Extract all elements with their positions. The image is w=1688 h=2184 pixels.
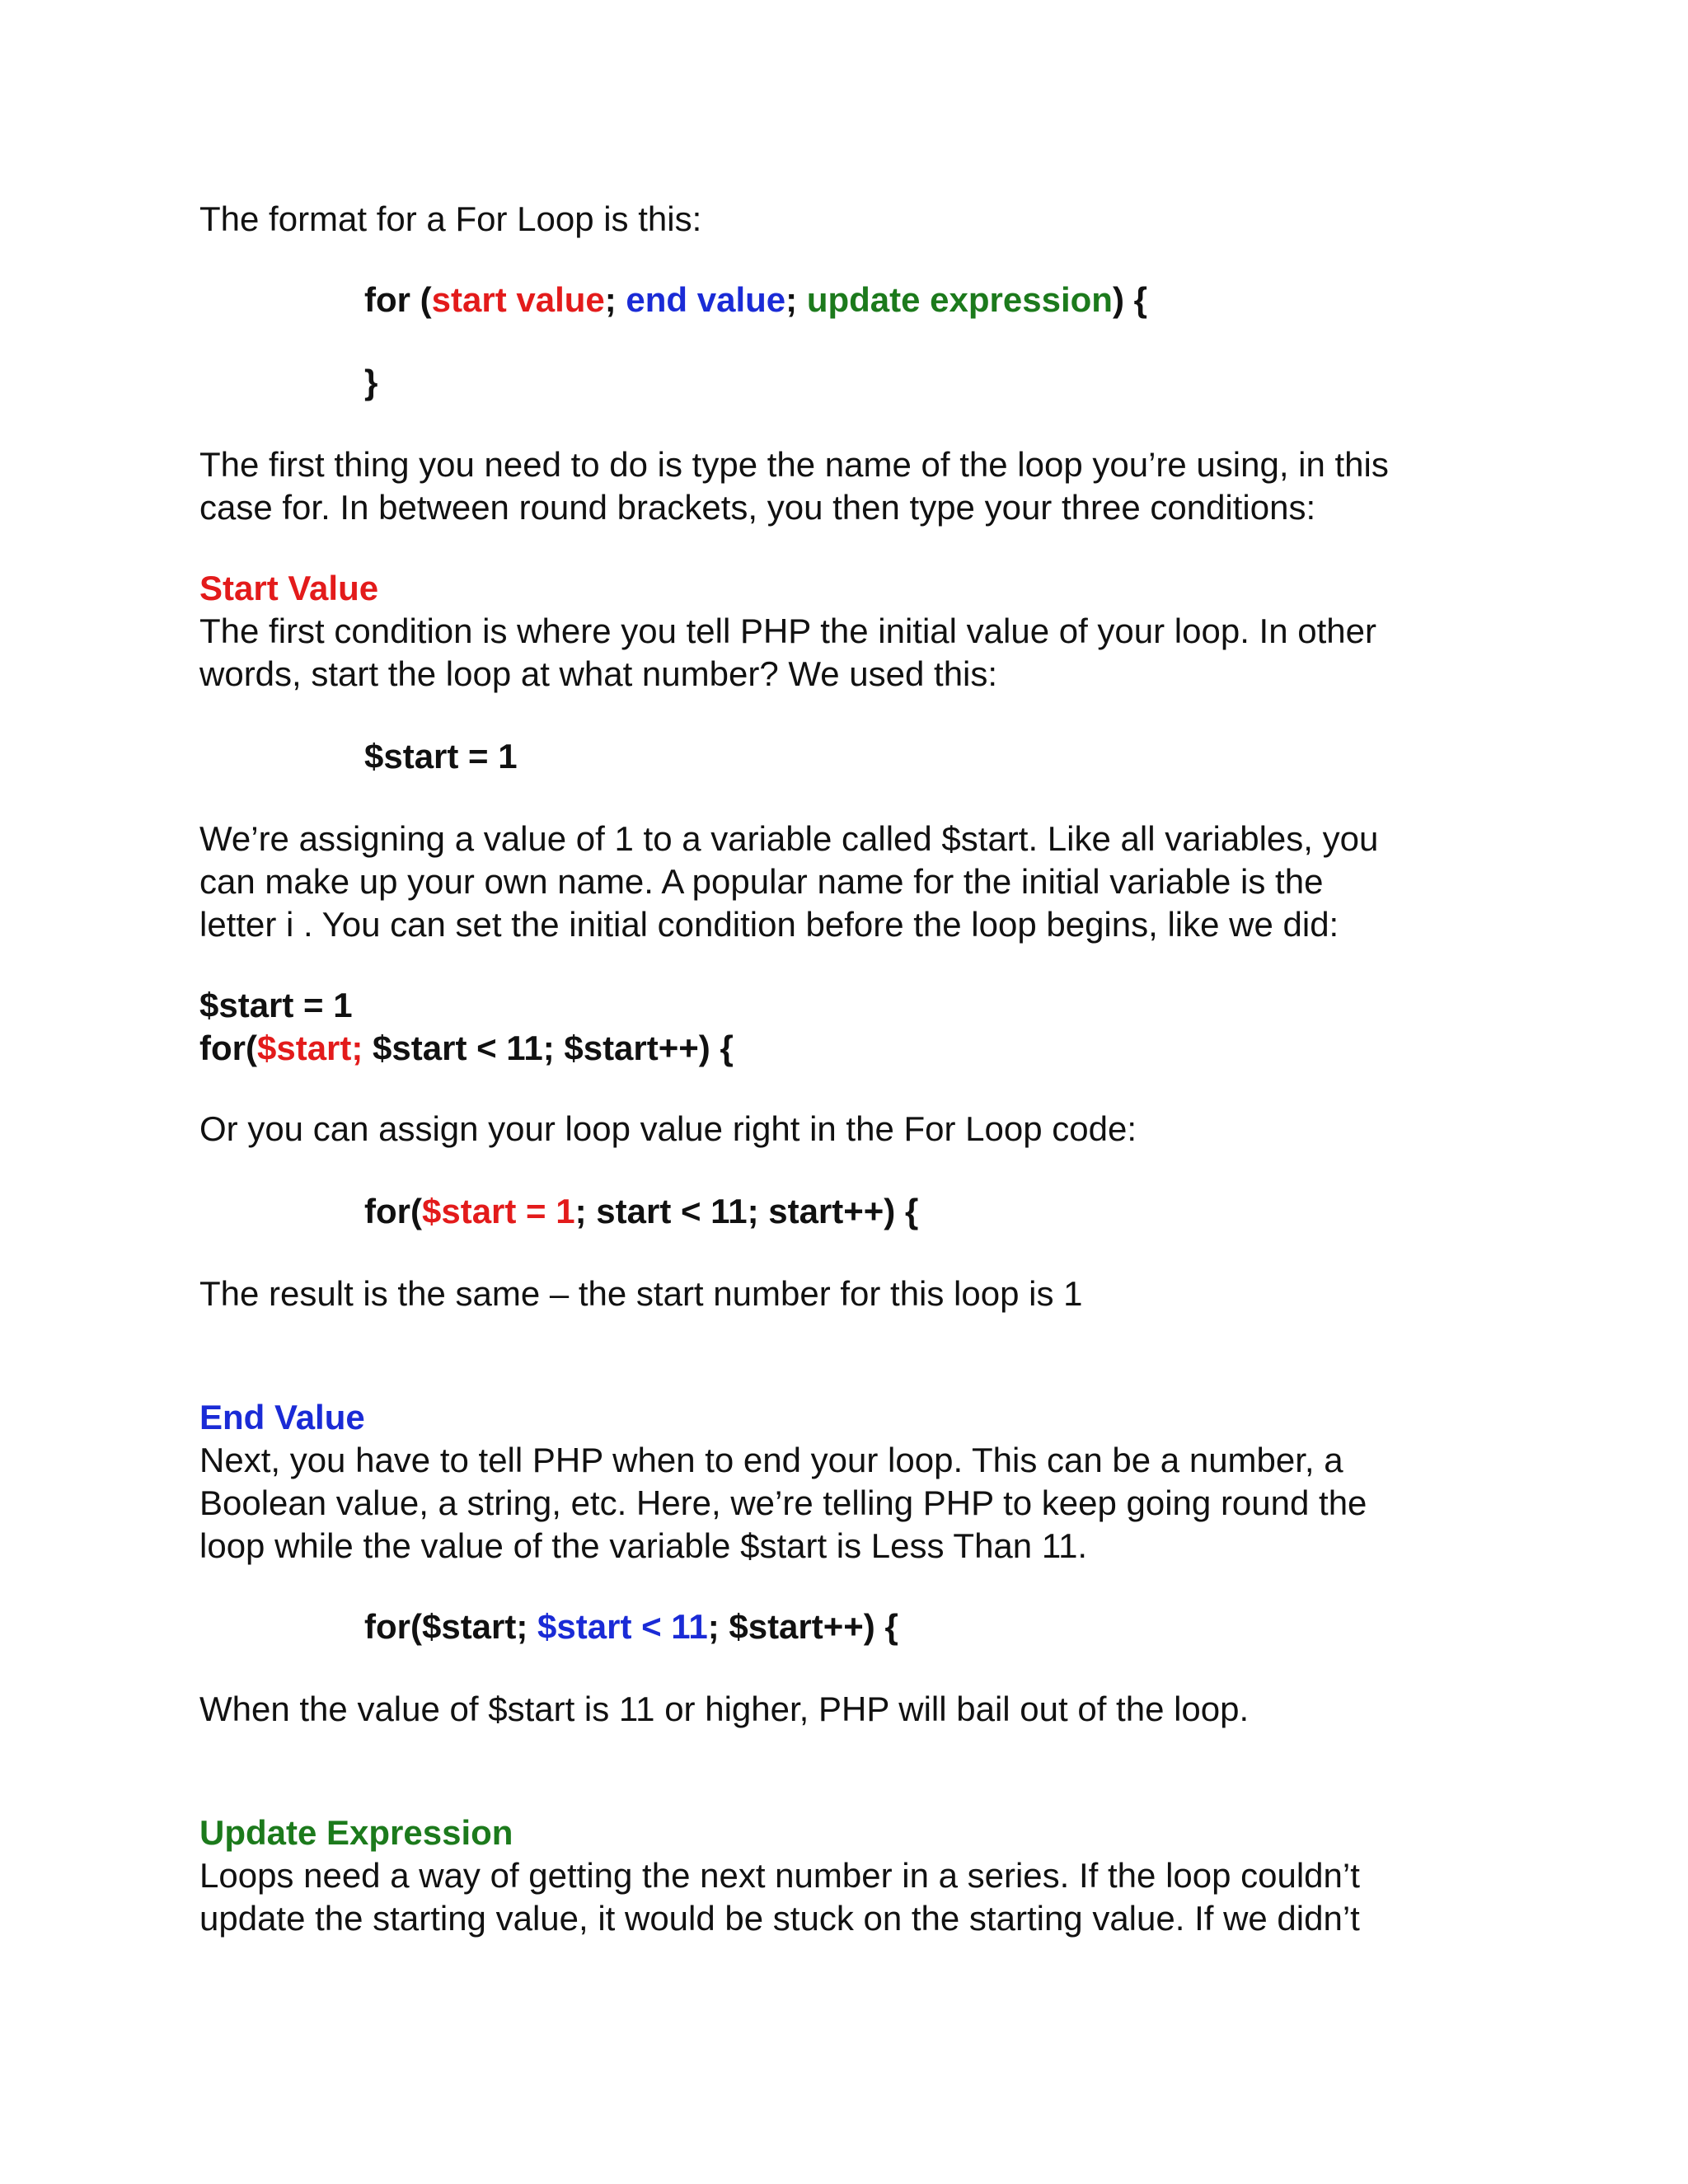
for-keyword: for ( bbox=[364, 280, 432, 319]
code-highlight: $start = 1 bbox=[421, 1192, 575, 1230]
paragraph-line: The first condition is where you tell PHP the initial value of your loop. In other bbox=[199, 612, 1376, 650]
code-text: ; $start++) { bbox=[707, 1607, 898, 1646]
code-text: for( bbox=[199, 1029, 257, 1067]
paragraph-line: Boolean value, a string, etc. Here, we’re telling PHP to keep going round the bbox=[199, 1483, 1367, 1522]
code-text: for($start; bbox=[364, 1607, 538, 1646]
paragraph-line: We’re assigning a value of 1 to a variable called $start. Like all variables, you bbox=[199, 819, 1379, 858]
paragraph-line: can make up your own name. A popular name for the initial variable is the bbox=[199, 862, 1324, 901]
paragraph-line: Loops need a way of getting the next number in a series. If the loop couldn’t bbox=[199, 1856, 1360, 1895]
paragraph-line: Next, you have to tell PHP when to end your loop. This can be a number, a bbox=[199, 1441, 1343, 1479]
paragraph-line: letter i . You can set the initial condition before the loop begins, like we did: bbox=[199, 905, 1339, 944]
separator: ; bbox=[785, 280, 807, 319]
code-snippet: $start = 1 bbox=[199, 986, 353, 1024]
code-snippet bbox=[199, 1027, 734, 1070]
update-expression-heading: Update Expression bbox=[199, 1813, 513, 1852]
close-brace: } bbox=[364, 363, 378, 401]
paragraph-line: Or you can assign your loop value right in the For Loop code: bbox=[199, 1109, 1137, 1148]
code-highlight: $start < 11 bbox=[537, 1607, 708, 1646]
intro-text: The format for a For Loop is this: bbox=[199, 199, 702, 238]
paragraph-line: When the value of $start is 11 or higher, PHP will bail out of the loop. bbox=[199, 1690, 1250, 1728]
code-snippet bbox=[364, 1605, 898, 1648]
paragraph-line: The result is the same – the start number for this loop is 1 bbox=[199, 1274, 1083, 1313]
code-text: $start < 11; $start++) { bbox=[363, 1029, 734, 1067]
paragraph-line: case for. In between round brackets, you then type your three conditions: bbox=[199, 488, 1316, 527]
code-text: for( bbox=[364, 1192, 422, 1230]
end-value-heading: End Value bbox=[199, 1398, 365, 1436]
code-text: ; start < 11; start++) { bbox=[574, 1192, 919, 1230]
open-brace: ) { bbox=[1112, 280, 1147, 319]
start-value-label: start value bbox=[431, 280, 605, 319]
separator: ; bbox=[604, 280, 626, 319]
code-snippet bbox=[364, 1190, 918, 1233]
paragraph-line: words, start the loop at what number? We used this: bbox=[199, 654, 998, 693]
paragraph-line: The first thing you need to do is type the name of the loop you’re using, in this bbox=[199, 445, 1389, 484]
end-value-label: end value bbox=[626, 280, 786, 319]
update-expression-label: update expression bbox=[806, 280, 1113, 319]
paragraph-line: update the starting value, it would be stuck on the starting value. If we didn’t bbox=[199, 1899, 1360, 1938]
code-snippet: $start = 1 bbox=[364, 737, 518, 776]
start-value-heading: Start Value bbox=[199, 569, 379, 607]
for-format-line bbox=[364, 279, 1147, 321]
paragraph-line: loop while the value of the variable $start is Less Than 11. bbox=[199, 1526, 1088, 1565]
code-highlight: $start; bbox=[256, 1029, 363, 1067]
